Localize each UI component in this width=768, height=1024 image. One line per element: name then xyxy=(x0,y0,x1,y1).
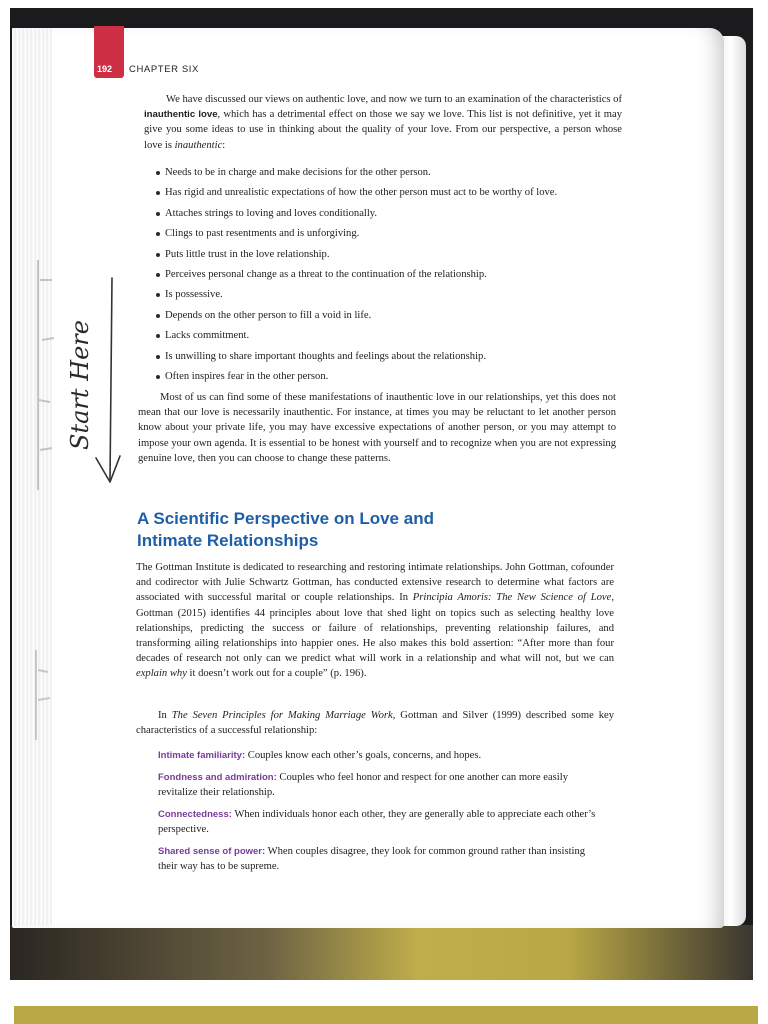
chapter-label: CHAPTER SIX xyxy=(129,64,199,75)
intro-text-3: : xyxy=(222,139,226,151)
bottom-strip xyxy=(14,1006,758,1024)
table-surface xyxy=(10,925,753,980)
characteristic-text: When individuals honor each other, they are generally able to appreciate each other’s perspective. xyxy=(158,809,596,835)
list-item: Puts little trust in the love relationship. xyxy=(156,245,626,265)
inauthentic-emphasis: inauthentic xyxy=(174,139,223,151)
seven-principles-title: The Seven Principles for Making Marriage Work xyxy=(171,710,393,721)
list-item: Has rigid and unrealistic expectations of how the other person must act to be worthy of love. xyxy=(156,183,626,203)
inauthentic-traits-list xyxy=(156,163,626,387)
manifestations-paragraph: Most of us can find some of these manifestations of inauthentic love in our relationships, yet this does not mean that our love is necessarily inauthentic. For instance, at times you may be reluctant to let another person know about your private life, you may have excessive expectations of another person, or you may attempt to impose your own agenda. It is essential to be honest with yourself and to recognize when you are not expressing genuine love, then you can choose to change these patterns. xyxy=(138,392,616,464)
handwritten-start-here-note xyxy=(30,220,140,760)
characteristic-term: Fondness and admiration: xyxy=(158,772,277,783)
list-item: Needs to be in charge and make decisions for the other person. xyxy=(156,163,626,183)
list-item: Perceives personal change as a threat to the continuation of the relationship. xyxy=(156,265,626,285)
page-number: 192 xyxy=(97,64,113,74)
characteristic-term: Connectedness: xyxy=(158,809,232,820)
explain-why-emphasis: explain why xyxy=(136,668,187,680)
gottman-paragraph xyxy=(136,560,614,682)
characteristic-intimate-familiarity xyxy=(158,749,603,764)
characteristic-fondness-admiration xyxy=(158,771,603,801)
principia-amoris-title: Principia Amoris: The New Science of Love xyxy=(412,592,612,604)
intro-text-1: We have discussed our views on authentic love, and now we turn to an examination of the characteristics of xyxy=(166,94,623,105)
list-item: Is possessive. xyxy=(156,285,626,305)
list-item: Often inspires fear in the other person. xyxy=(156,367,626,387)
seven-principles-lead: In xyxy=(158,710,172,721)
characteristic-text: When couples disagree, they look for common ground rather than insisting their way has to be supreme. xyxy=(158,846,586,872)
list-item: Depends on the other person to fill a void in life. xyxy=(156,306,626,326)
list-item: Is unwilling to share important thoughts and feelings about the relationship. xyxy=(156,347,626,367)
characteristic-text: Couples who feel honor and respect for one another can more easily revitalize their relationship. xyxy=(158,772,568,798)
seven-principles-paragraph xyxy=(136,708,614,738)
seven-principles-text: , Gottman and Silver (1999) described some key characteristics of a successful relationship: xyxy=(136,710,614,737)
handwritten-note-text: Start Here xyxy=(66,320,94,450)
characteristic-term: Intimate familiarity: xyxy=(158,750,246,761)
characteristic-shared-power xyxy=(158,845,603,875)
gottman-text-3: it doesn’t work out for a couple” (p. 196). xyxy=(186,668,367,680)
inauthentic-love-term: inauthentic love xyxy=(144,109,218,121)
section-heading: A Scientific Perspective on Love and Intimate Relationships xyxy=(137,509,434,550)
characteristic-term: Shared sense of power: xyxy=(158,846,266,857)
list-item: Clings to past resentments and is unforgiving. xyxy=(156,224,626,244)
characteristic-text: Couples know each other’s goals, concerns, and hopes. xyxy=(245,750,482,761)
gottman-text-1: The Gottman Institute is dedicated to researching and restoring intimate relationships. John Gottman, cofounder and codirector with Julie Schwartz Gottman, has conducted extensive research to determine what factors are associated with successful marital or couple relationships. In xyxy=(136,562,614,604)
list-item: Attaches strings to loving and loves conditionally. xyxy=(156,204,626,224)
intro-paragraph xyxy=(144,92,622,153)
list-item: Lacks commitment. xyxy=(156,326,626,346)
gottman-text-2: , Gottman (2015) identifies 44 principles about love that shed light on topics such as selecting healthy love relationships, predicting the success or failure of relationships, preventing relationship failures, and transforming ailing relationships into happier ones. He also makes this bold assertion: “After more than four decades of research not only can we predict what will work in a relationship and what will not, but we can xyxy=(136,592,614,665)
characteristic-connectedness xyxy=(158,808,603,838)
intro-text-2: , which has a detrimental effect on those we say we love. This list is not definitive, yet it may give you some ideas to use in thinking about the quality of your love. From our perspective, a person whose love is xyxy=(144,109,623,151)
